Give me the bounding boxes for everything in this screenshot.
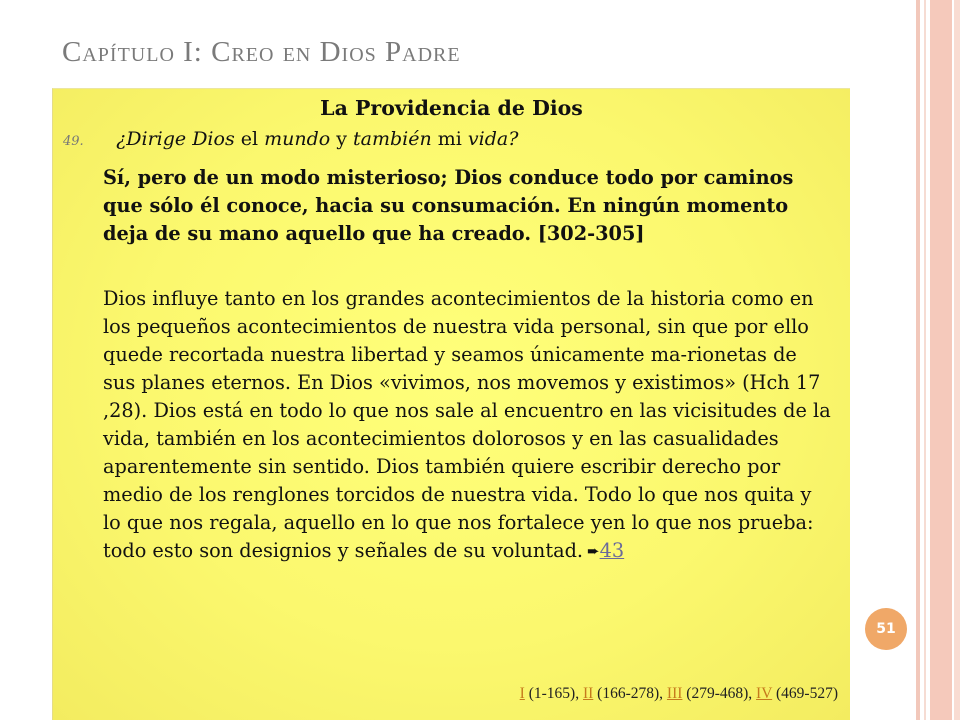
answer-text: Sí, pero de un modo misterioso; Dios conduce todo por caminos que sólo él conoce, hacia su consumación. En ningún momento deja de su mano aquello que ha creado. [302-305] <box>103 166 794 245</box>
chapter-link-ii[interactable]: II <box>582 685 594 702</box>
question-part: y <box>330 128 354 150</box>
question-number: 49. <box>63 134 84 149</box>
question-part: vida? <box>467 128 519 150</box>
question-part: mundo <box>264 128 331 150</box>
question-part: también <box>353 128 432 150</box>
chapter-range: (166-278), <box>593 685 667 702</box>
explanation-paragraph <box>103 285 833 565</box>
stripe <box>930 0 952 720</box>
question-text <box>116 128 518 150</box>
question <box>63 128 843 150</box>
right-arrow-icon[interactable]: ➨ <box>587 542 600 560</box>
chapter-range: (469-527) <box>772 685 838 702</box>
chapter-link-i[interactable]: I <box>519 685 525 702</box>
question-part: el <box>234 128 265 150</box>
chapter-link-iii[interactable]: III <box>666 685 683 702</box>
decorative-stripes <box>916 0 960 720</box>
chapter-links <box>520 685 838 703</box>
stripe <box>916 0 920 720</box>
chapter-range: (1-165), <box>524 685 583 702</box>
slide-title: Capítulo I: Creo en Dios Padre <box>62 36 461 68</box>
page-number-badge: 51 <box>865 608 907 650</box>
explanation-text: Dios influye tanto en los grandes acontecimientos de la historia como en los pequeños acontecimientos de nuestra vida personal, sin que por ello quede recortada nuestra libertad y seamos únicamente ma-rionetas de sus planes eternos. En Dios «vivimos, nos movemos y existimos» (Hch 17 ,28). Dios está en todo lo que nos sale al encuentro en las vicisitudes de la vida, también en los acontecimientos dolorosos y en las casualidades aparentemente sin sentido. Dios también quiere escribir derecho por medio de los renglones torcidos de nuestra vida. Todo lo que nos quita y lo que nos regala, aquello en lo que nos fortalece yen lo que nos prueba: todo esto son designios y señales de su voluntad. <box>103 287 831 562</box>
section-heading: La Providencia de Dios <box>320 96 583 120</box>
question-part: ¿Dirige Dios <box>116 128 235 150</box>
chapter-range: (279-468), <box>682 685 757 702</box>
next-page-link[interactable]: 43 <box>599 539 625 562</box>
question-part: mi <box>431 128 468 150</box>
stripe <box>924 0 926 720</box>
stripe <box>954 0 960 720</box>
content-box <box>52 88 850 720</box>
chapter-link-iv[interactable]: IV <box>756 685 773 702</box>
